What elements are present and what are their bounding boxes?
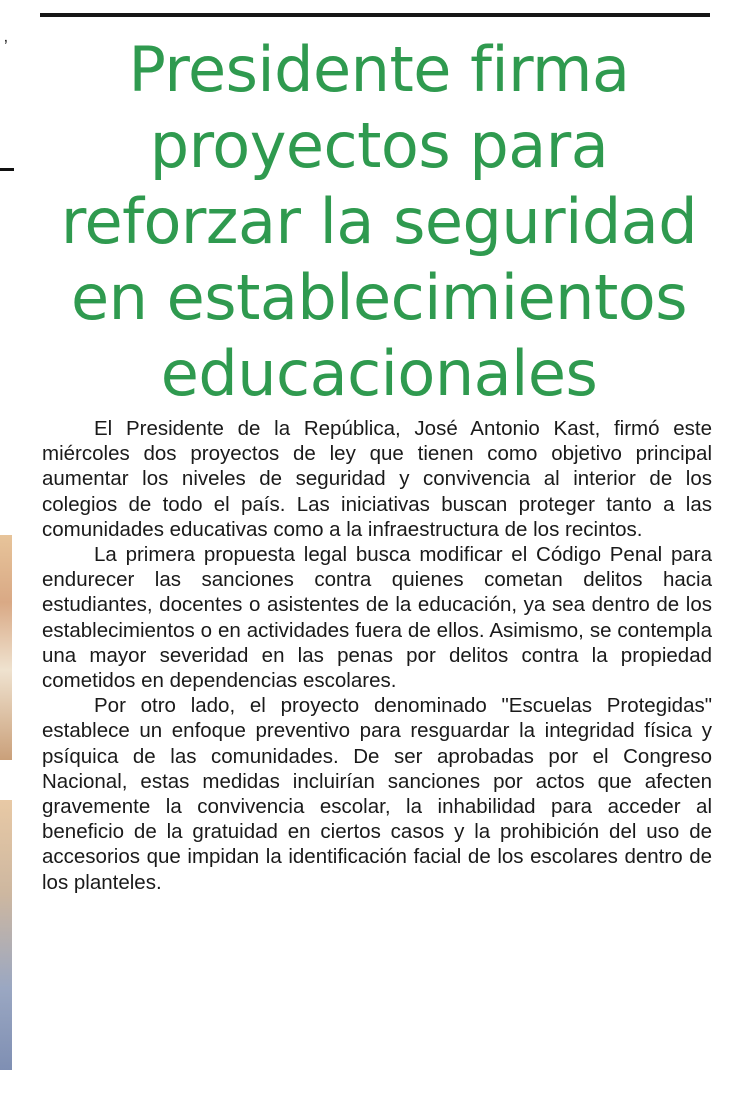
adjacent-photo-edge-lower — [0, 800, 12, 1070]
adjacent-column-rule — [0, 168, 14, 171]
cropped-letter: ʼ — [4, 37, 8, 56]
top-rule — [40, 13, 710, 17]
article-body — [42, 416, 712, 895]
article-paragraph-2: La primera propuesta legal busca modificar el Código Penal para endurecer las sanciones contra quienes cometan delitos hacia estudiantes, docentes o asistentes de la educación, ya sea dentro de los establecimientos o en actividades fuera de ellos. Asimismo, se contempla una mayor severidad en las penas por delitos contra la propiedad cometidos en dependencias escolares. — [42, 543, 712, 693]
adjacent-photo-edge — [0, 535, 12, 760]
article-paragraph-3: Por otro lado, el proyecto denominado "Escuelas Protegidas" establece un enfoque preventivo para resguardar la integridad física y psíquica de las comunidades. De ser aprobadas por el Congreso Nacional, estas medidas incluirían sanciones por actos que afecten gravemente la convivencia escolar, la inhabilidad para acceder al beneficio de la gratuidad en ciertos casos y la prohibición del uso de accesorios que impidan la identificación facial de los escolares dentro de los planteles. — [42, 694, 712, 894]
article-headline: Presidente firma proyectos para reforzar la seguridad en establecimientos educacionales — [60, 33, 698, 410]
article-paragraph-1: El Presidente de la República, José Antonio Kast, firmó este miércoles dos proyectos de ley que tienen como objetivo principal aumentar los niveles de seguridad y convivencia al interior de los colegios de todo el país. Las iniciativas buscan proteger tanto a las comunidades educativas como a la infraestructura de los recintos. — [42, 417, 712, 541]
adjacent-column-edge — [0, 0, 30, 1096]
